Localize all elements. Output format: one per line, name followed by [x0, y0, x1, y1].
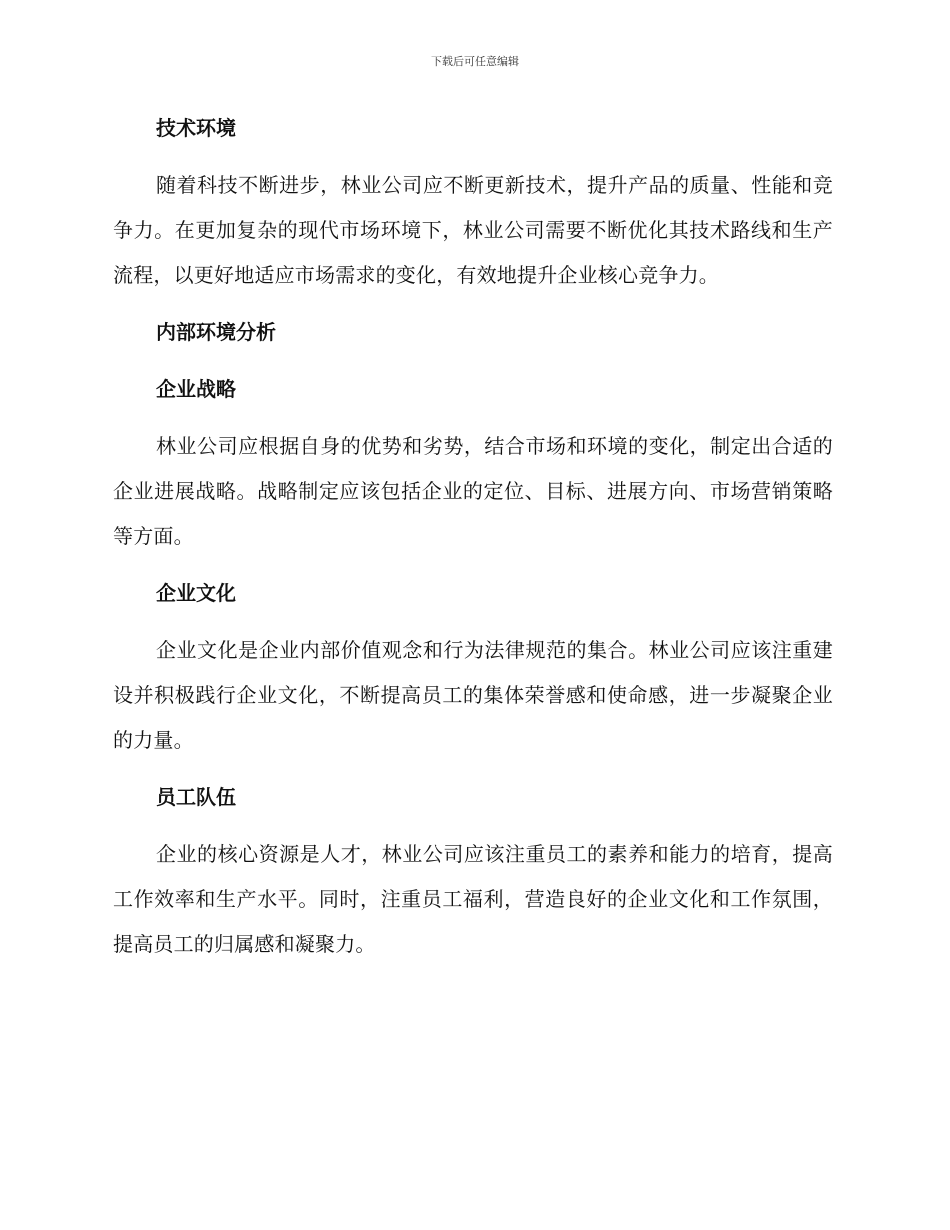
section-heading-internal-analysis: 内部环境分析	[156, 320, 276, 344]
section-paragraph-enterprise-strategy: 林业公司应根据自身的优势和劣势，结合市场和环境的变化，制定出合适的企业进展战略。战略制定应该包括企业的定位、目标、进展方向、市场营销策略等方面。	[113, 434, 833, 548]
document-body	[113, 106, 833, 979]
section-heading-enterprise-strategy: 企业战略	[156, 377, 236, 401]
section-heading-staff-team: 员工队伍	[156, 785, 236, 809]
section-paragraph-enterprise-culture: 企业文化是企业内部价值观念和行为法律规范的集合。林业公司应该注重建设并积极践行企业文化，不断提高员工的集体荣誉感和使命感，进一步凝聚企业的力量。	[113, 638, 833, 752]
page-header-note: 下载后可任意编辑	[431, 55, 519, 68]
section-paragraph-tech-environment: 随着科技不断进步，林业公司应不断更新技术，提升产品的质量、性能和竞争力。在更加复杂的现代市场环境下，林业公司需要不断优化其技术路线和生产流程，以更好地适应市场需求的变化，有效地提升企业核心竞争力。	[113, 173, 833, 287]
section-heading-tech-environment: 技术环境	[156, 116, 236, 140]
section-paragraph-staff-team: 企业的核心资源是人才，林业公司应该注重员工的素养和能力的培育，提高工作效率和生产水平。同时，注重员工福利，营造良好的企业文化和工作氛围，提高员工的归属感和凝聚力。	[113, 842, 833, 956]
section-heading-enterprise-culture: 企业文化	[156, 581, 236, 605]
